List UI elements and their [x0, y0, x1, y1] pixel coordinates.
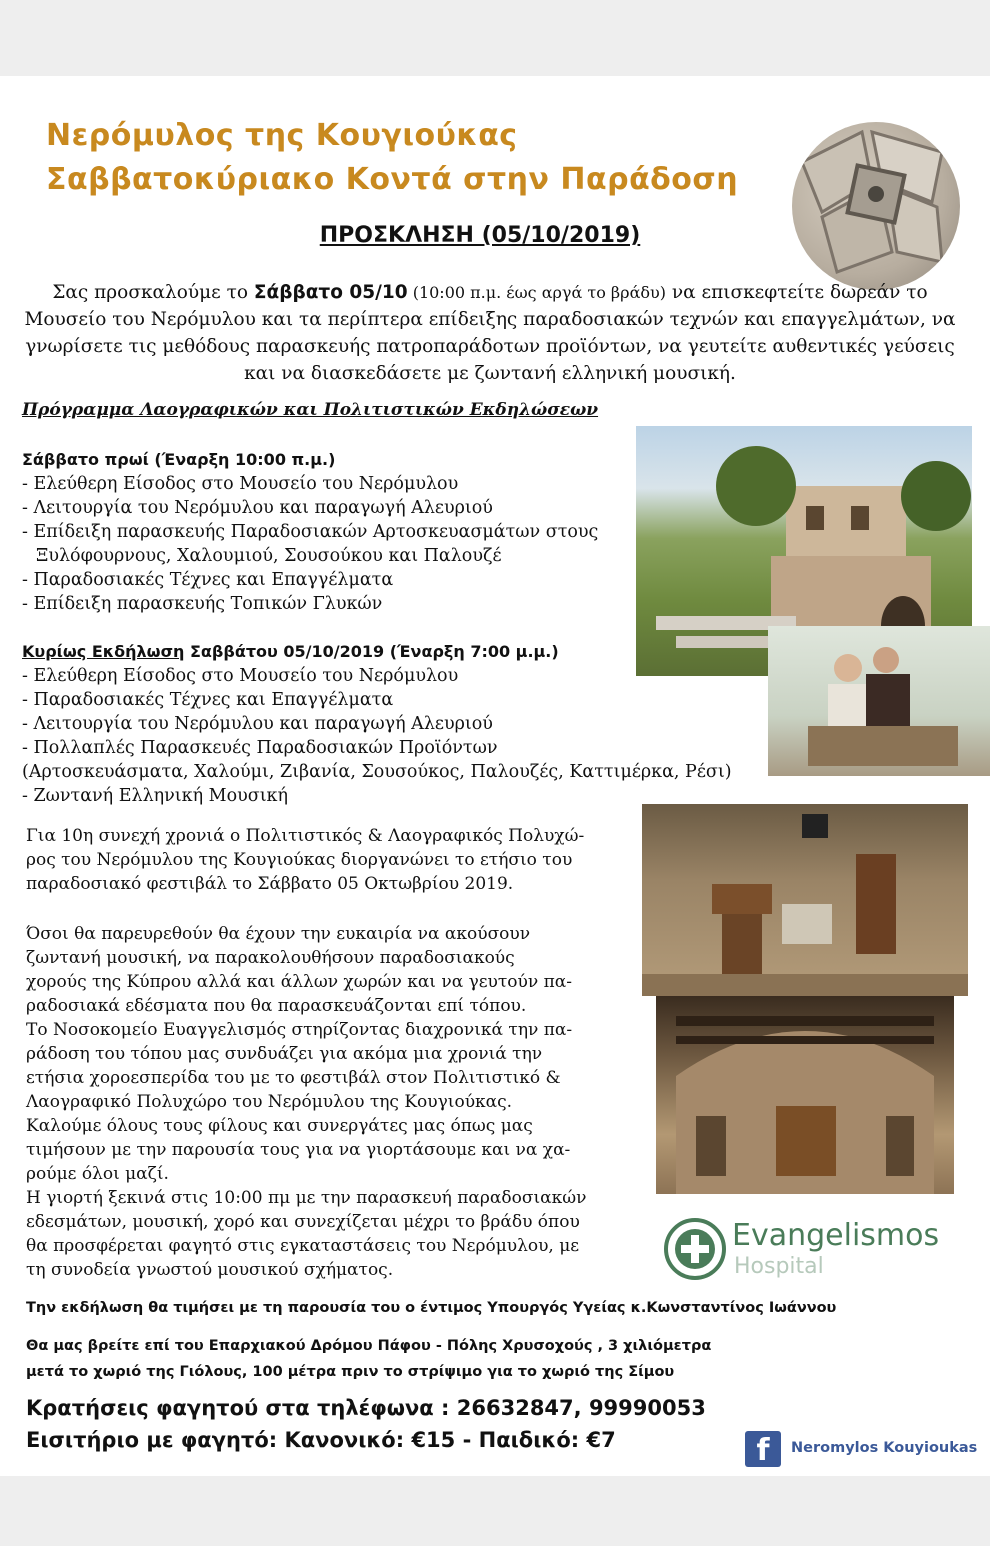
list-item: (Αρτοσκευάσματα, Χαλούμι, Ζιβανία, Σουσούκος, Παλουζές, Καττιμέρκα, Ρέσι) [22, 762, 732, 782]
morning-program [22, 448, 598, 616]
list-item: - Επίδειξη παρασκευής Τοπικών Γλυκών [22, 594, 383, 614]
festival-paragraph: Για 10η συνεχή χρονιά ο Πολιτιστικός & Λαογραφικός Πολυχώ- ρος του Νερόμυλου της Κουγιούκας διοργανώνει το ετήσιο του παραδοσιακό φεστιβάλ το Σάββατο 05 Οκτωβρίου 2019. [26, 826, 585, 894]
poster-page [0, 76, 990, 1476]
list-item: - Παραδοσιακές Τέχνες και Επαγγέλματα [22, 570, 394, 590]
reservations-line: Κρατήσεις φαγητού στα τηλέφωνα : 26632847, 99990053 [26, 1396, 706, 1420]
medical-cross-icon [664, 1218, 726, 1280]
list-item: - Πολλαπλές Παρασκευές Παραδοσιακών Προϊόντων [22, 738, 498, 758]
list-item: - Ζωντανή Ελληνική Μουσική [22, 786, 288, 806]
list-item: - Παραδοσιακές Τέχνες και Επαγγέλματα [22, 690, 394, 710]
facebook-page-link[interactable] [745, 1431, 985, 1467]
facebook-page-name: Neromylos Kouyioukas [791, 1440, 978, 1456]
logo-subtitle: Hospital [734, 1254, 824, 1279]
invitation-heading: ΠΡΟΣΚΛΗΣΗ (05/10/2019) [319, 223, 641, 248]
list-item: - Ελεύθερη Είσοδος στο Μουσείο του Νερόμυλου [22, 474, 459, 494]
evangelismos-logo [664, 1216, 964, 1282]
list-item: - Λειτουργία του Νερόμυλου και παραγωγή Αλευριού [22, 498, 493, 518]
intro-paragraph: Σας προσκαλούμε το Σάββατο 05/10 (10:00 π.μ. έως αργά το βράδυ) να επισκεφτείτε δωρεάν το Μουσείο του Νερόμυλου και τα περίπτερα επίδειξης παραδοσιακών τεχνών και επαγγελμάτων, να γνωρίσετε τις μεθόδους παρασκευής πατροπαράδοτων προϊόντων, να γευτείτε αυθεντικές γεύσεις και να διασκεδάσετε με ζωντανή ελληνική μουσική. [24, 282, 956, 384]
evening-program [22, 640, 732, 808]
ticket-prices: Εισιτήριο με φαγητό: Κανονικό: €15 - Παιδικό: €7 [26, 1428, 616, 1452]
people-photo [768, 626, 990, 776]
millstone-photo [792, 122, 960, 290]
evening-heading: Κυρίως Εκδήλωση Σαββάτου 05/10/2019 (Έναρξη 7:00 μ.μ.) [22, 642, 559, 661]
location-line-1: Θα μας βρείτε επί του Επαρχιακού Δρόμου Πάφου - Πόλης Χρυσοχούς , 3 χιλιόμετρα [26, 1338, 712, 1354]
list-item: - Λειτουργία του Νερόμυλου και παραγωγή Αλευριού [22, 714, 493, 734]
list-item: - Ελεύθερη Είσοδος στο Μουσείο του Νερόμυλου [22, 666, 459, 686]
poster-title: Νερόμυλος της Κουγιούκας [46, 118, 518, 153]
poster-subtitle: Σαββατοκύριακο Κοντά στην Παράδοση [46, 162, 739, 197]
details-paragraph: Όσοι θα παρευρεθούν θα έχουν την ευκαιρία να ακούσουν ζωντανή μουσική, να παρακολουθήσουν παραδοσιακούς χορούς της Κύπρου αλλά και άλλων χωρών και να γευτούν πα- ραδοσιακά εδέσματα που θα παρασκευάζονται επί τόπου. Το Νοσοκομείο Ευαγγελισμός στηρίζοντας διαχρονικά την πα- ράδοση του τόπου μας συνδυάζει για ακόμα μια χρονιά την ετήσια χοροεσπερίδα του με το φεστιβάλ στον Πολιτιστικό & Λαογραφικό Πολυχώρο του Νερόμυλου της Κουγιούκας. Καλούμε όλους τους φίλους και συνεργάτες μας όπως μας τιμήσουν με την παρουσία τους για να γιορτάσουμε και να χα- ρούμε όλοι μαζί. Η γιορτή ξεκινά στις 10:00 πμ με την παρασκευή παραδοσιακών εδεσμάτων, μουσική, χορό και συνεχίζεται μέχρι το βράδυ όπου θα προσφέρεται φαγητό στις εγκαταστάσεις του Νερόμυλου, με τη συνοδεία γνωστού μουσικού σχήματος. [26, 924, 587, 1280]
facebook-icon: f [745, 1431, 781, 1467]
list-item: Ξυλόφουρνους, Χαλουμιού, Σουσούκου και Παλουζέ [36, 546, 502, 566]
schedule-title: Πρόγραμμα Λαογραφικών και Πολιτιστικών Εκδηλώσεων [22, 400, 599, 420]
arched-room-photo [656, 996, 954, 1194]
logo-name: Evangelismos [732, 1218, 940, 1253]
minister-note: Την εκδήλωση θα τιμήσει με τη παρουσία του ο έντιμος Υπουργός Υγείας κ.Κωνσταντίνος Ιωάννου [26, 1300, 837, 1316]
location-line-2: μετά το χωριό της Γιόλους, 100 μέτρα πριν το στρίψιμο για το χωριό της Σίμου [26, 1364, 675, 1380]
list-item: - Επίδειξη παρασκευής Παραδοσιακών Αρτοσκευασμάτων στους [22, 522, 599, 542]
museum-interior-photo [642, 804, 968, 996]
morning-heading: Σάββατο πρωί (Έναρξη 10:00 π.μ.) [22, 450, 336, 469]
